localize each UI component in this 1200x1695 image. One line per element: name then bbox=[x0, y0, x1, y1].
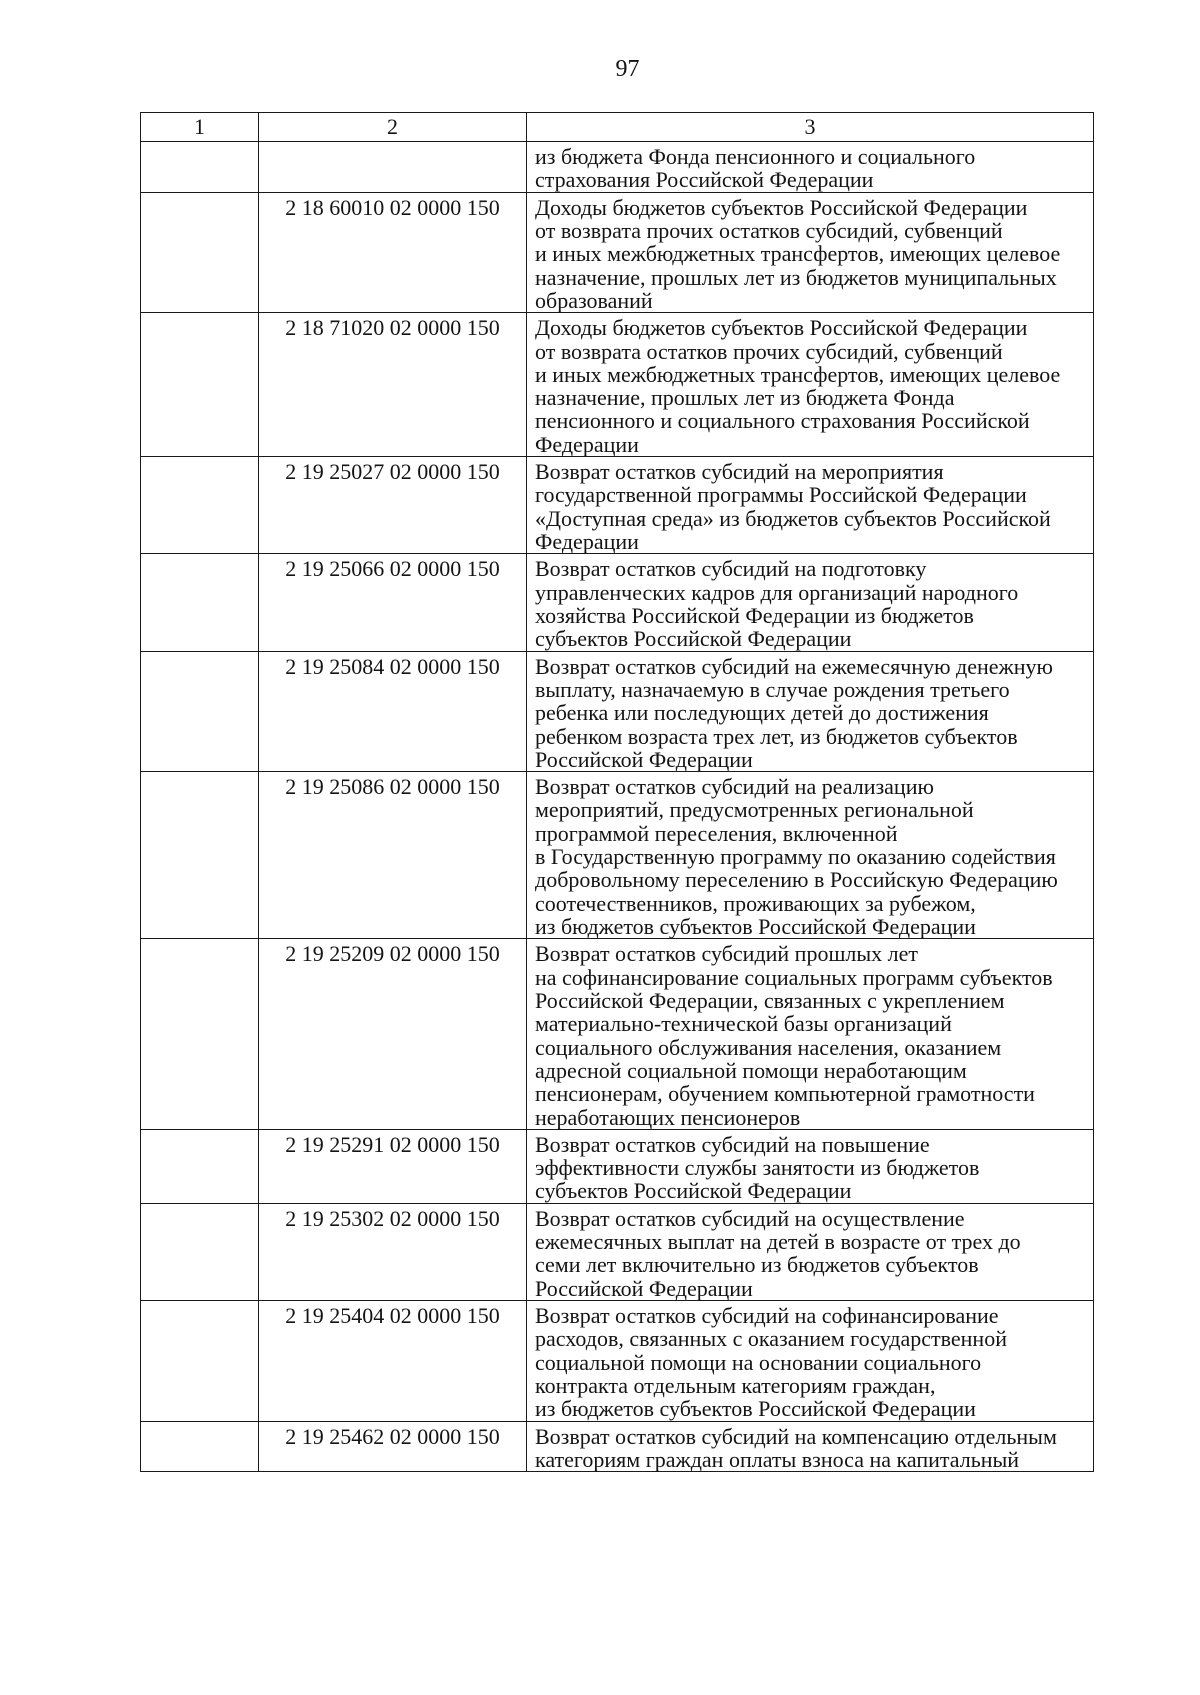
income-name-cell: Возврат остатков субсидий на компенсацию отдельным категориям граждан оплаты взноса на капитальный bbox=[527, 1421, 1094, 1472]
income-name-cell: Возврат остатков субсидий на повышение эффективности службы занятости из бюджетов субъектов Российской Федерации bbox=[527, 1129, 1094, 1203]
table-row bbox=[141, 192, 1094, 313]
budget-code-cell: 2 18 71020 02 0000 150 bbox=[259, 313, 527, 457]
page-number: 97 bbox=[615, 56, 640, 82]
budget-code-cell: 2 19 25404 02 0000 150 bbox=[259, 1301, 527, 1422]
budget-code-cell: 2 19 25066 02 0000 150 bbox=[259, 554, 527, 651]
income-name-cell: из бюджета Фонда пенсионного и социального страхования Российской Федерации bbox=[527, 142, 1094, 193]
budget-classification-table bbox=[140, 112, 1094, 1472]
table-row bbox=[141, 651, 1094, 772]
table-row bbox=[141, 457, 1094, 554]
row-number-cell bbox=[141, 1301, 259, 1422]
budget-code-cell: 2 19 25084 02 0000 150 bbox=[259, 651, 527, 772]
budget-code-cell: 2 19 25462 02 0000 150 bbox=[259, 1421, 527, 1472]
row-number-cell bbox=[141, 142, 259, 193]
row-number-cell bbox=[141, 1203, 259, 1300]
table-row bbox=[141, 1203, 1094, 1300]
row-number-cell bbox=[141, 192, 259, 313]
row-number-cell bbox=[141, 554, 259, 651]
budget-code-cell: 2 19 25302 02 0000 150 bbox=[259, 1203, 527, 1300]
income-name-cell: Доходы бюджетов субъектов Российской Федерации от возврата остатков прочих субсидий, субвенций и иных межбюджетных трансфертов, имеющих целевое назначение, прошлых лет из бюджета Фонда пенсионного и социального страхования Российской Федерации bbox=[527, 313, 1094, 457]
row-number-cell bbox=[141, 457, 259, 554]
budget-code-cell: 2 19 25291 02 0000 150 bbox=[259, 1129, 527, 1203]
income-name-cell: Возврат остатков субсидий на подготовку управленческих кадров для организаций народного хозяйства Российской Федерации из бюджетов субъектов Российской Федерации bbox=[527, 554, 1094, 651]
row-number-cell bbox=[141, 313, 259, 457]
income-name-cell: Возврат остатков субсидий на мероприятия государственной программы Российской Федерации «Доступная среда» из бюджетов субъектов Российской Федерации bbox=[527, 457, 1094, 554]
budget-code-cell: 2 19 25086 02 0000 150 bbox=[259, 772, 527, 939]
table-row bbox=[141, 1129, 1094, 1203]
budget-code-cell: 2 18 60010 02 0000 150 bbox=[259, 192, 527, 313]
table-body bbox=[141, 142, 1094, 1472]
table-row bbox=[141, 1421, 1094, 1472]
table-row bbox=[141, 313, 1094, 457]
row-number-cell bbox=[141, 1421, 259, 1472]
column-header-1: 1 bbox=[141, 113, 259, 142]
income-name-cell: Возврат остатков субсидий на ежемесячную денежную выплату, назначаемую в случае рождения третьего ребенка или последующих детей до достижения ребенком возраста трех лет, из бюджетов субъектов Российской Федерации bbox=[527, 651, 1094, 772]
row-number-cell bbox=[141, 772, 259, 939]
income-name-cell: Доходы бюджетов субъектов Российской Федерации от возврата прочих остатков субсидий, субвенций и иных межбюджетных трансфертов, имеющих целевое назначение, прошлых лет из бюджетов муниципальных образований bbox=[527, 192, 1094, 313]
income-name-cell: Возврат остатков субсидий на осуществление ежемесячных выплат на детей в возрасте от трех до семи лет включительно из бюджетов субъектов Российской Федерации bbox=[527, 1203, 1094, 1300]
table-row bbox=[141, 939, 1094, 1130]
table-row bbox=[141, 772, 1094, 939]
row-number-cell bbox=[141, 1129, 259, 1203]
table-row bbox=[141, 1301, 1094, 1422]
budget-code-cell: 2 19 25027 02 0000 150 bbox=[259, 457, 527, 554]
budget-code-cell: 2 19 25209 02 0000 150 bbox=[259, 939, 527, 1130]
table-header-row bbox=[141, 113, 1094, 142]
income-name-cell: Возврат остатков субсидий на софинансирование расходов, связанных с оказанием государственной социальной помощи на основании социального контракта отдельным категориям граждан, из бюджетов субъектов Российской Федерации bbox=[527, 1301, 1094, 1422]
column-header-3: 3 bbox=[527, 113, 1094, 142]
table-row bbox=[141, 142, 1094, 193]
row-number-cell bbox=[141, 939, 259, 1130]
row-number-cell bbox=[141, 651, 259, 772]
table-row bbox=[141, 554, 1094, 651]
column-header-2: 2 bbox=[259, 113, 527, 142]
income-name-cell: Возврат остатков субсидий прошлых лет на софинансирование социальных программ субъектов Российской Федерации, связанных с укреплением материально-технической базы организаций социального обслуживания населения, оказанием адресной социальной помощи неработающим пенсионерам, обучением компьютерной грамотности неработающих пенсионеров bbox=[527, 939, 1094, 1130]
budget-code-cell bbox=[259, 142, 527, 193]
income-name-cell: Возврат остатков субсидий на реализацию мероприятий, предусмотренных региональной программой переселения, включенной в Государственную программу по оказанию содействия добровольному переселению в Российскую Федерацию соотечественников, проживающих за рубежом, из бюджетов субъектов Российской Федерации bbox=[527, 772, 1094, 939]
